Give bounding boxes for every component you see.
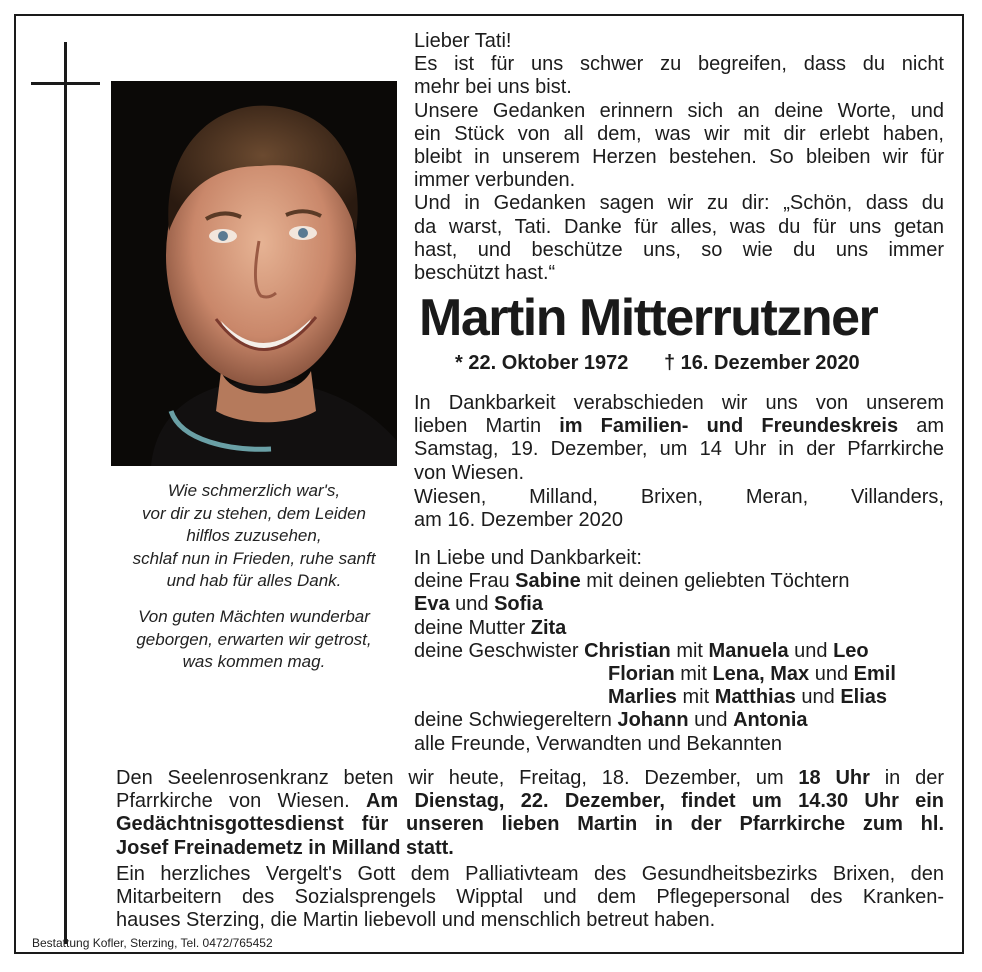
poem-line: und hab für alles Dank. bbox=[166, 571, 342, 590]
letter-line: immer verbunden. bbox=[414, 169, 576, 192]
family-list bbox=[414, 547, 944, 756]
life-dates bbox=[455, 352, 860, 375]
poem-line: geborgen, erwarten wir getrost, bbox=[136, 629, 372, 649]
portrait-photo bbox=[111, 81, 397, 466]
thanks-line: Ein herzliches Vergelt's Gott dem Palliativteam des Gesundheitsbezirks Brixen, den bbox=[116, 863, 944, 885]
poem-stanza-1 bbox=[111, 480, 397, 593]
announcement-line: lieben Martin im Familien- und Freundeskreis am bbox=[414, 415, 945, 438]
funeral-home-credit: Bestattung Kofler, Sterzing, Tel. 0472/765452 bbox=[32, 936, 273, 950]
poem-line: hilflos zuzusehen, bbox=[186, 526, 322, 545]
letter-line: beschützt hast.“ bbox=[414, 262, 556, 285]
rosary-line: Josef Freinademetz in Milland statt. bbox=[116, 836, 454, 859]
rosary-line: Pfarrkirche von Wiesen. Am Dienstag, 22. Dezember, findet um 14.30 Uhr ein bbox=[116, 790, 945, 813]
letter-line: Unsere Gedanken erinnern sich an deine Worte, und bbox=[414, 99, 944, 122]
farewell-letter bbox=[414, 30, 944, 285]
announcement-line: In Dankbarkeit verabschieden wir uns von unserem bbox=[414, 392, 944, 414]
death-date: † 16. Dezember 2020 bbox=[664, 352, 860, 374]
rosary-line: Den Seelenrosenkranz beten wir heute, Freitag, 18. Dezember, um 18 Uhr in der bbox=[116, 767, 944, 789]
letter-line: hast, und beschütze uns, so wie du uns immer bbox=[414, 238, 944, 261]
letter-line: bleibt in unserem Herzen bestehen. So bleiben wir für bbox=[414, 146, 944, 169]
letter-line: Lieber Tati! bbox=[414, 30, 512, 52]
letter-line: mehr bei uns bist. bbox=[414, 76, 572, 99]
place-and-date bbox=[414, 486, 944, 532]
announcement-line: Samstag, 19. Dezember, um 14 Uhr in der Pfarrkirche bbox=[414, 438, 944, 461]
family-others: alle Freunde, Verwandten und Bekannten bbox=[414, 732, 783, 755]
thanks-line: Mitarbeitern des Sozialsprengels Wipptal und dem Pflegepersonal des Kranken- bbox=[116, 886, 944, 909]
family-inlaws: deine Schwiegereltern Johann und Antonia bbox=[414, 709, 808, 732]
birth-date: * 22. Oktober 1972 bbox=[455, 352, 629, 374]
poem-line: Von guten Mächten wunderbar bbox=[138, 607, 370, 626]
poem-line: Wie schmerzlich war's, bbox=[167, 481, 341, 500]
deceased-name: Martin Mitterrutzner bbox=[419, 289, 878, 347]
family-sibling-2: Florian mit Lena, Max und Emil bbox=[608, 663, 896, 686]
family-sibling-3: Marlies mit Matthias und Elias bbox=[608, 686, 888, 709]
letter-line: ein Stück von all dem, was wir mit dir erlebt haben, bbox=[414, 122, 944, 145]
poem-line: schlaf nun in Frieden, ruhe sanft bbox=[132, 548, 376, 568]
letter-line: Und in Gedanken sagen wir zu dir: „Schön, dass du bbox=[414, 192, 944, 215]
family-mother: deine Mutter Zita bbox=[414, 616, 567, 639]
thanks-line: hauses Sterzing, die Martin liebevoll und menschlich betreut haben. bbox=[116, 909, 716, 932]
family-wife: deine Frau Sabine mit deinen geliebten Töchtern bbox=[414, 570, 850, 593]
cross-horizontal-bar bbox=[31, 82, 100, 85]
family-daughters: Eva und Sofia bbox=[414, 593, 543, 616]
letter-line: Es ist für uns schwer zu begreifen, dass du nicht bbox=[414, 53, 944, 76]
family-intro: In Liebe und Dankbarkeit: bbox=[414, 547, 642, 569]
poem-stanza-2 bbox=[111, 606, 397, 674]
date-line: am 16. Dezember 2020 bbox=[414, 509, 624, 532]
poem-line: was kommen mag. bbox=[182, 652, 326, 671]
place-line: Wiesen, Milland, Brixen, Meran, Villanders, bbox=[414, 486, 944, 508]
rosary-notice bbox=[116, 767, 944, 860]
announcement-line: von Wiesen. bbox=[414, 461, 525, 484]
letter-line: da warst, Tati. Danke für alles, was du für uns getan bbox=[414, 215, 944, 238]
family-siblings: deine Geschwister Christian mit Manuela und Leo bbox=[414, 639, 869, 662]
thanks-notice bbox=[116, 863, 944, 933]
poem-line: vor dir zu stehen, dem Leiden bbox=[142, 503, 366, 523]
rosary-line: Gedächtnisgottesdienst für unseren lieben Martin in der Pfarrkirche zum hl. bbox=[116, 813, 944, 836]
funeral-announcement bbox=[414, 392, 944, 485]
cross-vertical-bar bbox=[64, 42, 67, 944]
